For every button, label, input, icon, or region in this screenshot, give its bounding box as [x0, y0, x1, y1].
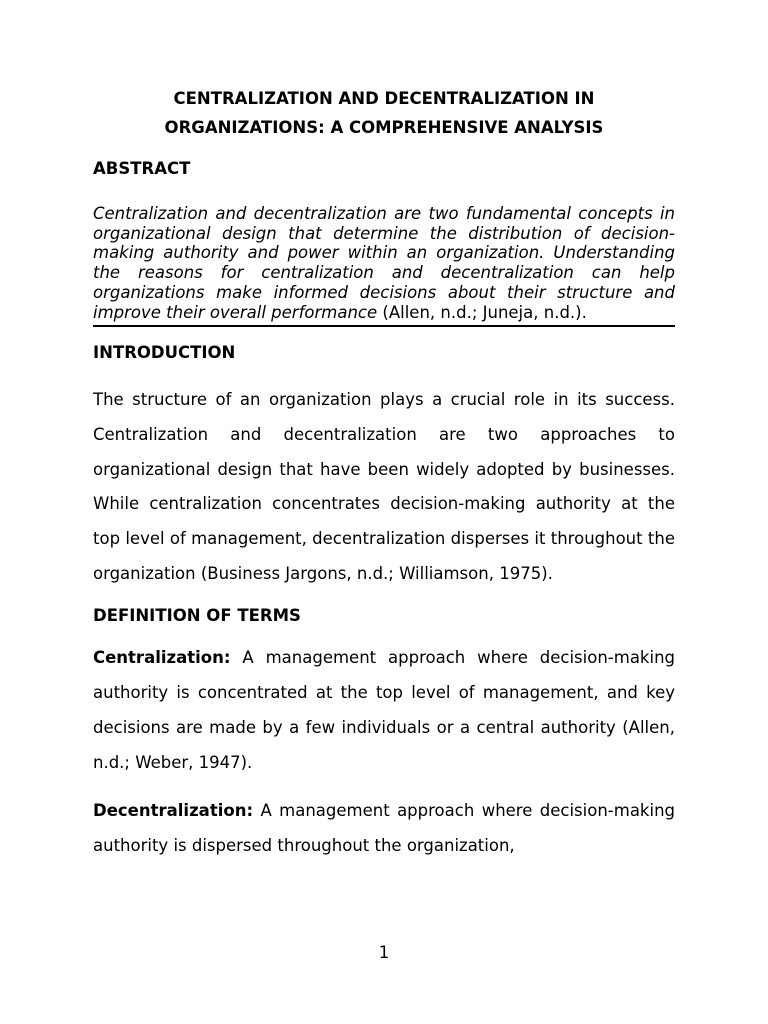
abstract-italic-text: Centralization and decentralization are two fundamental concepts in organizational design that determine the distribution of decision-making authority and power within an organization. Understanding the reasons for centralization and decentralization can help organizations make informed decisions about their structure and improve their overall performance — [93, 204, 675, 322]
page-number: 1 — [378, 943, 390, 962]
document-page — [93, 84, 675, 864]
centralization-definition-text: A management approach where decision-making authority is concentrated at the top level of management, and key decisions are made by a few individuals or a central authority (Allen, n.d.; Weber, 1947). — [93, 648, 675, 772]
introduction-paragraph: The structure of an organization plays a crucial role in its success. Centralization and decentralization are two approaches to organizational design that have been widely adopted by businesses. While centralization concentrates decision-making authority at the top level of management, decentralization disperses it throughout the organization (Business Jargons, n.d.; Williamson, 1975). — [93, 390, 675, 583]
document-title-line-1: CENTRALIZATION AND DECENTRALIZATION IN — [173, 89, 595, 108]
abstract-heading: ABSTRACT — [93, 159, 191, 178]
abstract-citation: (Allen, n.d.; Juneja, n.d.). — [377, 302, 587, 322]
abstract-paragraph — [93, 204, 675, 327]
definition-of-terms-heading: DEFINITION OF TERMS — [93, 606, 301, 626]
decentralization-term: Decentralization: — [93, 801, 254, 821]
introduction-heading: INTRODUCTION — [93, 343, 236, 363]
decentralization-definition — [93, 794, 675, 863]
document-title-line-2: ORGANIZATIONS: A COMPREHENSIVE ANALYSIS — [164, 118, 604, 137]
centralization-definition — [93, 641, 675, 780]
decentralization-definition-text: A management approach where decision-making authority is dispersed throughout the organization, — [93, 801, 675, 855]
centralization-term: Centralization: — [93, 648, 231, 668]
